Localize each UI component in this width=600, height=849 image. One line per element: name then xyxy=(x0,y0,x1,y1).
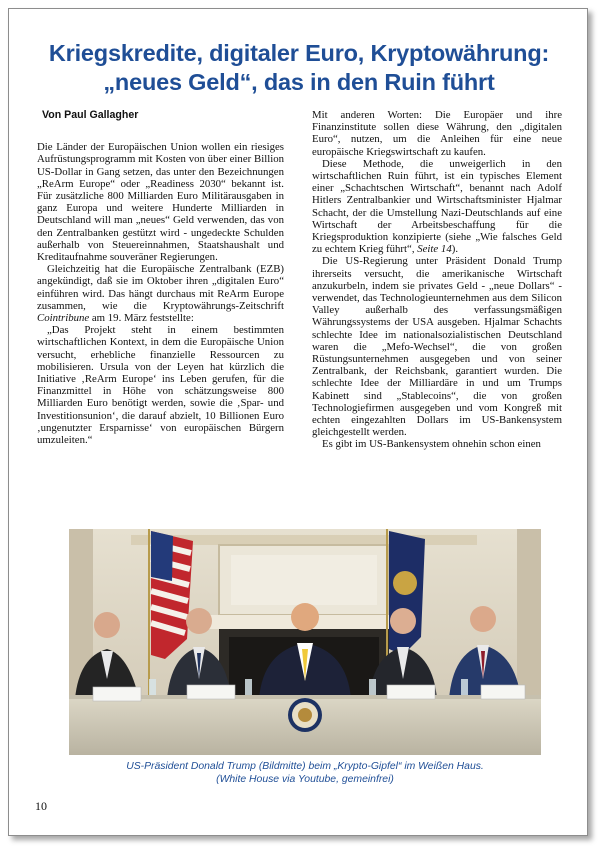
photo-caption xyxy=(69,761,541,786)
photo-illustration xyxy=(69,529,541,755)
right-paragraph-3: Die US-Regierung unter Präsident Donald Trump ihrerseits versucht, die amerikanische Wirtschaft anzukurbeln, indem sie privates Geld - „neue Dollars“ - verwendet, das Technologieunternehmen aus dem Silicon Valley außerhalb des verfassungsmäßigen Währungssystems der USA ausgeben. Hjalmar Schachts schlechte Idee im nationalsozialistischen Deutschland waren die „Mefo-Wechsel“, die von großen Rüstungsunternehmen ausgegeben und von seiner Zentralbank, der Reichsbank, garantiert wurden. Die schlechte Idee der Milliardäre in und um Trumps Kabinett sind „Stablecoins“, die von großen Technologiefirmen ausgegeben und vom Kongreß mit echten eingezahlten Dollars im US-Bankensystem gleichgestellt werden. xyxy=(312,255,562,439)
photo-caption-line-2: (White House via Youtube, gemeinfrei) xyxy=(216,773,394,785)
right-paragraph-2 xyxy=(312,158,562,256)
page-number: 10 xyxy=(35,799,47,813)
article-title xyxy=(29,39,569,97)
author-byline: Von Paul Gallagher xyxy=(42,109,139,121)
right-paragraph-1: Mit anderen Worten: Die Europäer und ihre Finanzinstitute sollen diese Währung, den „digitalen Euro“, nutzen, um die Anleihen für eine neue europäische Kriegswirtschaft zu kaufen. xyxy=(312,109,562,158)
photo-caption-line-1: US-Präsident Donald Trump (Bildmitte) beim „Krypto-Gipfel“ im Weißen Haus. xyxy=(126,761,484,772)
article-photo xyxy=(69,529,541,755)
right-paragraph-2-text-a: Diese Methode, die unweigerlich in den wirtschaftlichen Ruin führt, ist ein typisches Element einer „Schachtschen Wirtschaft“, benannt nach Adolf Hitlers Zentralbankier und Wirtschaftsminister Hjalmar Schacht, der die Umstellung Nazi-Deutschlands auf eine Wirtschaft der Arbeitsbeschaffung für die Kriegsproduktion konzipierte (siehe „Wie falsches Geld zu echtem Krieg führt“, xyxy=(312,157,562,256)
left-paragraph-3-quote: „Das Projekt steht in einem bestimmten wirtschaftlichen Kontext, in dem die Europäische Union versucht, erhebliche finanzielle Ressourcen zu mobilisieren. Ursula von der Leyen hat kürzlich die Initiative ‚ReArm Europe‘ ins Leben gerufen, für die Finanzmittel in Höhe von schätzungsweise 800 Milliarden Euro benötigt werden, sowie die ‚Spar- und Investitionsunion‘, die darauf abzielt, 10 Billionen Euro ‚ungenutzter Ersparnisse‘ von europäischen Bürgern umzuleiten.“ xyxy=(37,324,284,447)
article-title-line-2: „neues Geld“, das in den Ruin führt xyxy=(103,69,495,95)
right-column xyxy=(312,109,562,451)
left-column xyxy=(37,109,284,446)
page-reference: Seite 14 xyxy=(417,243,452,256)
left-paragraph-1: Die Länder der Europäischen Union wollen ein riesiges Aufrüstungsprogramm mit Kosten von über einer Billion US-Dollar in Gang setzen, das unter den Bezeichnungen „ReArm Europe“ oder „Readiness 2030“ bekannt ist. Für zusätzliche 800 Milliarden Euro Militärausgaben in ganz Europa und weitere Hunderte Milliarden in Deutschland will man „neues“ Geld verwenden, das von den Zentralbanken gestützt wird - ungedeckte Schulden außerhalb von Steuereinnahmen, Staatshaushalt und Kreditaufnahme souveräner Regierungen. xyxy=(37,141,284,264)
right-paragraph-2-text-b: ). xyxy=(451,243,459,256)
presidential-seal-icon xyxy=(288,698,322,732)
publication-name: Cointribune xyxy=(37,312,90,325)
left-paragraph-2-text-a: Gleichzeitig hat die Europäische Zentralbank (EZB) angekündigt, daß sie im Oktober ihren „digitalen Euro“ einführen wird. Das hängt durchaus mit ReArm Europe zusammen, wie die Kryptowährungs-Zeitschrift xyxy=(37,263,284,312)
article-title-line-1: Kriegskredite, digitaler Euro, Kryptowährung: xyxy=(48,40,550,66)
left-paragraph-2-text-b: am 19. März feststellte: xyxy=(89,312,194,325)
left-paragraph-2 xyxy=(37,263,284,324)
right-paragraph-4: Es gibt im US-Bankensystem ohnehin schon einen xyxy=(322,438,541,451)
page-sheet xyxy=(8,8,588,836)
